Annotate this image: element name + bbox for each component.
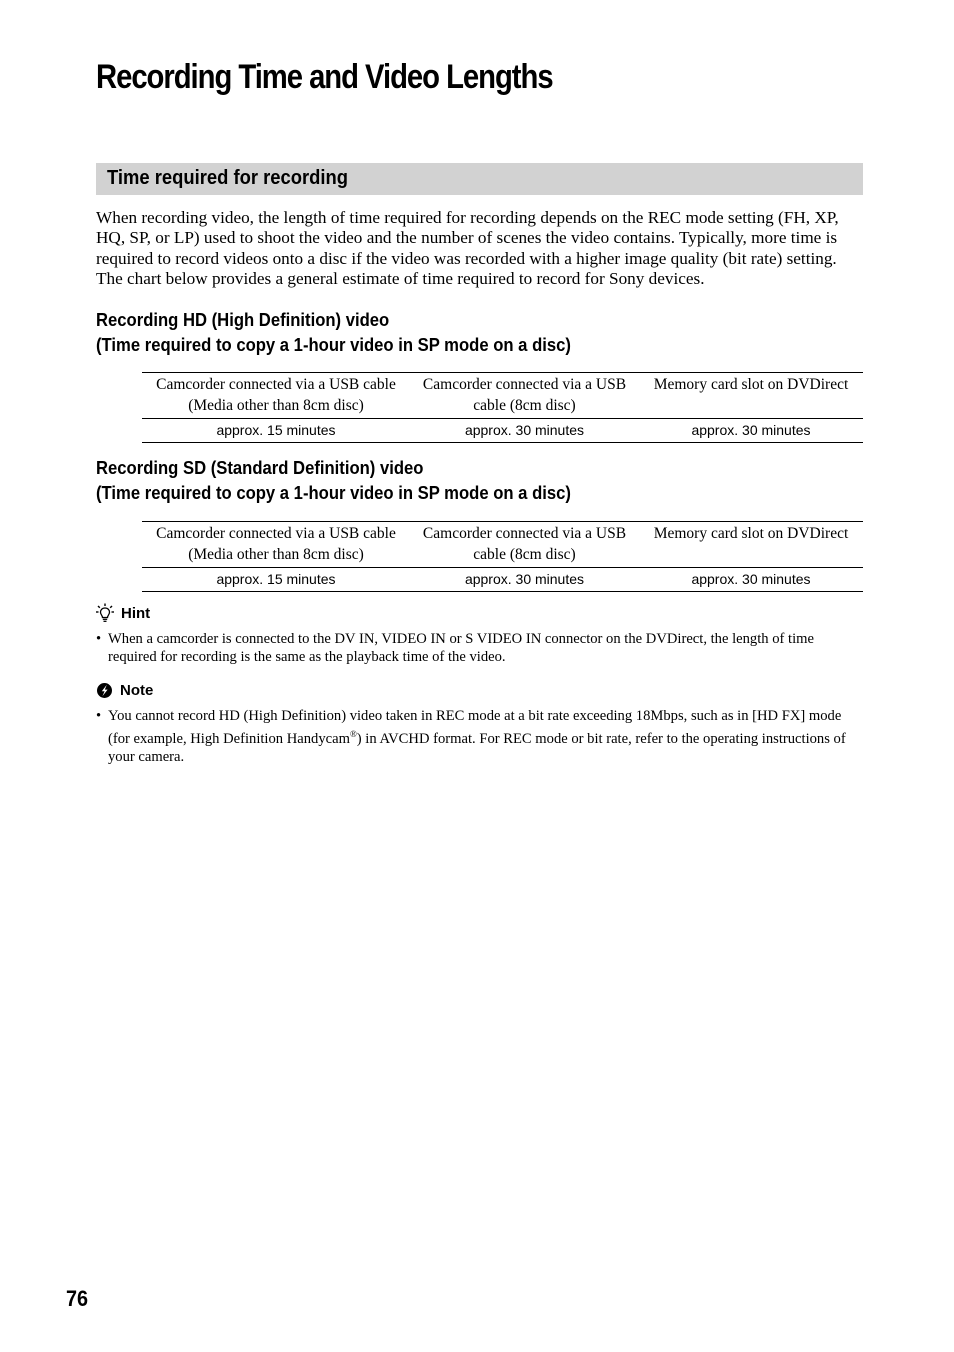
page-number: 76	[66, 1286, 89, 1311]
header-memory-card: Memory card slot on DVDirect	[639, 522, 863, 568]
section-heading: Time required for recording	[107, 167, 348, 189]
hd-time-table	[142, 372, 863, 443]
registered-mark: ®	[349, 729, 357, 740]
bullet-dot: •	[96, 631, 102, 647]
note-bullet	[96, 707, 864, 767]
header-usb-other: Camcorder connected via a USB cable (Media other than 8cm disc)	[142, 522, 410, 568]
note-text-after: ) in AVCHD format. For REC mode or bit rate, refer to the operating instructions of your camera.	[108, 731, 846, 766]
note-icon	[96, 682, 113, 699]
header-usb-8cm: Camcorder connected via a USB cable (8cm disc)	[410, 373, 639, 419]
header-memory-card: Memory card slot on DVDirect	[639, 373, 863, 419]
table-header-row	[142, 373, 863, 419]
hd-heading-line1: Recording HD (High Definition) video	[96, 309, 390, 330]
table-row	[142, 419, 863, 443]
section-heading-bar	[96, 163, 863, 195]
note-label-row	[96, 682, 153, 699]
table-row	[142, 568, 863, 592]
hd-heading	[96, 307, 571, 357]
hint-text: When a camcorder is connected to the DV IN, VIDEO IN or S VIDEO IN connector on the DVDirect, the length of time required for recording is the same as the playback time of the video.	[108, 631, 814, 666]
hint-label: Hint	[121, 604, 151, 622]
value-memory-card: approx. 30 minutes	[639, 568, 863, 592]
header-usb-other: Camcorder connected via a USB cable (Media other than 8cm disc)	[142, 373, 410, 419]
value-memory-card: approx. 30 minutes	[639, 419, 863, 443]
note-label: Note	[120, 682, 154, 699]
sd-heading	[96, 455, 571, 505]
note-text-before: You cannot record HD (High Definition) video taken in REC mode at a bit rate exceeding 18Mbps, such as in [HD FX] mode (for example, High Definition Handycam	[108, 708, 842, 748]
value-usb-other: approx. 15 minutes	[142, 419, 410, 443]
value-usb-other: approx. 15 minutes	[142, 568, 410, 592]
bullet-dot: •	[96, 708, 102, 724]
header-usb-8cm: Camcorder connected via a USB cable (8cm disc)	[410, 522, 639, 568]
hint-bullet	[96, 630, 864, 667]
lightbulb-icon	[96, 603, 114, 623]
table-header-row	[142, 522, 863, 568]
value-usb-8cm: approx. 30 minutes	[410, 419, 639, 443]
page-title: Recording Time and Video Lengths	[96, 58, 553, 96]
sd-heading-line1: Recording SD (Standard Definition) video	[96, 457, 424, 478]
sd-heading-line2: (Time required to copy a 1-hour video in SP mode on a disc)	[96, 482, 571, 503]
intro-paragraph: When recording video, the length of time required for recording depends on the REC mode setting (FH, XP, HQ, SP, or LP) used to shoot the video and the number of scenes the video contains. Typically, more time is required to record videos onto a disc if the video was recorded with a higher image quality (bit rate) setting. The chart below provides a general estimate of time required to record for Sony devices.	[96, 208, 839, 288]
value-usb-8cm: approx. 30 minutes	[410, 568, 639, 592]
hd-heading-line2: (Time required to copy a 1-hour video in SP mode on a disc)	[96, 334, 571, 355]
sd-time-table	[142, 521, 863, 592]
hint-label-row	[96, 603, 150, 623]
